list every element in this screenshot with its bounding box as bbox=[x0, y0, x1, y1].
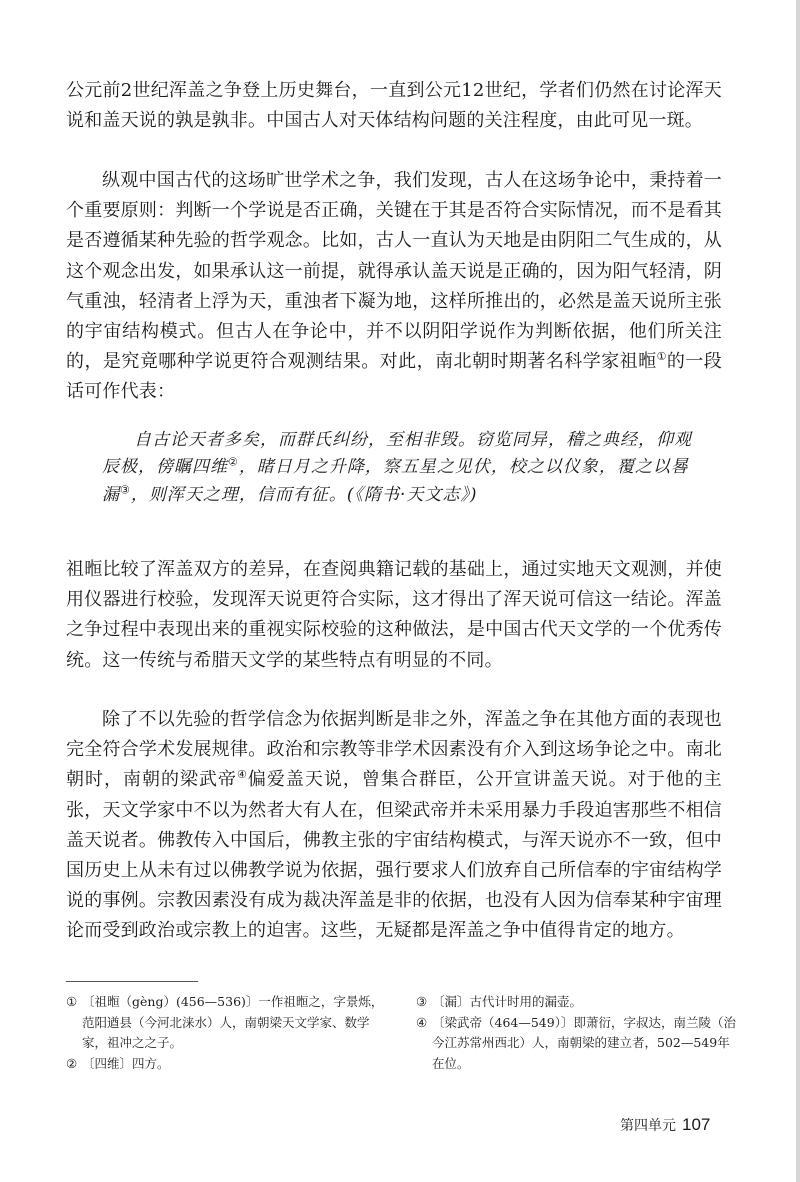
footnote-text: 〔祖暅（gèng）(456—536)〕一作祖暅之，字景烁，范阳遒县（今河北涞水）人，南朝梁天文学家、数学家，祖冲之之子。 bbox=[82, 994, 384, 1050]
paragraph-other-aspects bbox=[66, 705, 722, 947]
paragraph-conclusion bbox=[66, 555, 722, 676]
paragraph-intro bbox=[66, 76, 722, 136]
footnotes-right-column bbox=[416, 992, 738, 1074]
paragraph-conclusion-text: 祖暅比较了浑盖双方的差异，在查阅典籍记载的基础上，通过实地天文观测，并使用仪器进行校验，发现浑天说更符合实际，这才得出了浑天说可信这一结论。浑盖之争过程中表现出来的重视实际校验的这种做法，是中国古代天文学的一个优秀传统。这一传统与希腊天文学的某些特点有明显的不同。 bbox=[66, 559, 722, 671]
footnote-number: ③ bbox=[416, 994, 428, 1009]
quotation-part-a: 自古论天者多矣，而群氏纠纷，至相非毁。窃览同异，稽之典经，仰观辰极，傍瞩四维 bbox=[102, 430, 692, 478]
footnote-divider bbox=[66, 981, 198, 982]
footnotes-left-column bbox=[66, 992, 386, 1074]
paragraph-principle bbox=[66, 166, 722, 408]
paragraph-principle-text: 纵观中国古代的这场旷世学术之争，我们发现，古人在这场争论中，秉持着一个重要原则：判断一个学说是否正确，关键在于其是否符合实际情况，而不是看其是否遵循某种先验的哲学观念。比如，古人一直认为天地是由阴阳二气生成的，从这个观念出发，如果承认这一前提，就得承认盖天说是正确的，因为阳气轻清，阴气重浊，轻清者上浮为天，重浊者下凝为地，这样所推出的，必然是盖天说所主张的宇宙结构模式。但古人在争论中，并不以阴阳学说作为判断依据，他们所关注的，是究竟哪种学说更符合观测结果。对此，南北朝时期著名科学家祖暅 bbox=[66, 170, 722, 373]
footnote-text: 〔梁武帝（464—549）〕即萧衍，字叔达，南兰陵（治今江苏常州西北）人，南朝梁的建立者，502—549年在位。 bbox=[432, 1014, 736, 1071]
footnote-item bbox=[416, 1013, 738, 1075]
footnote-ref-3[interactable]: ③ bbox=[120, 482, 131, 496]
paragraph-other-aspects-text-a: 除了不以先验的哲学信念为依据判断是非之外，浑盖之争在其他方面的表现也完全符合学术发展规律。政治和宗教等非学术因素没有介入到这场争论之中。南北朝时，南朝的梁武帝 bbox=[66, 709, 722, 791]
paragraph-intro-text: 公元前2世纪浑盖之争登上历史舞台，一直到公元12世纪，学者们仍然在讨论浑天说和盖天说的孰是孰非。中国古人对天体结构问题的关注程度，由此可见一斑。 bbox=[66, 80, 722, 132]
page-edge-shadow bbox=[796, 0, 800, 1182]
footnote-item bbox=[66, 1054, 386, 1075]
footnote-text: 〔四维〕四方。 bbox=[82, 1055, 170, 1071]
quotation-part-b: ，睹日月之升降，察五星之见伏，校之以仪象，覆之以晷漏 bbox=[102, 457, 689, 505]
footnote-ref-4[interactable]: ④ bbox=[236, 768, 248, 782]
paragraph-principle-end: 的一段话可作代表： bbox=[66, 351, 723, 403]
footnote-item bbox=[416, 992, 738, 1013]
footnote-number: ① bbox=[66, 994, 78, 1009]
paragraph-other-aspects-text-b: 偏爱盖天说，曾集合群臣，公开宣讲盖天说。对于他的主张，天文学家中不以为然者大有人在，但梁武帝并未采用暴力手段迫害那些不相信盖天说者。佛教传入中国后，佛教主张的宇宙结构模式，与浑天说亦不一致，但中国历史上从未有过以佛教学说为依据，强行要求人们放弃自己所信奉的宇宙结构学说的事例。宗教因素没有成为裁决浑盖是非的依据，也没有人因为信奉某种宇宙理论而受到政治或宗教上的迫害。这些，无疑都是浑盖之争中值得肯定的地方。 bbox=[66, 769, 722, 942]
footnote-item bbox=[66, 992, 386, 1054]
footnote-ref-2[interactable]: ② bbox=[228, 455, 239, 469]
quotation-block bbox=[102, 427, 702, 509]
footnote-ref-1[interactable]: ① bbox=[656, 350, 667, 364]
page-number: 107 bbox=[682, 1115, 711, 1134]
unit-label: 第四单元 bbox=[620, 1118, 676, 1134]
footnote-number: ④ bbox=[416, 1014, 428, 1030]
quotation-part-c: ，则浑天之理，信而有征。(《隋书·天文志》) bbox=[130, 484, 478, 505]
footnote-text: 〔漏〕古代计时用的漏壶。 bbox=[432, 994, 583, 1009]
page-footer bbox=[620, 1115, 710, 1135]
footnote-number: ② bbox=[66, 1055, 78, 1071]
